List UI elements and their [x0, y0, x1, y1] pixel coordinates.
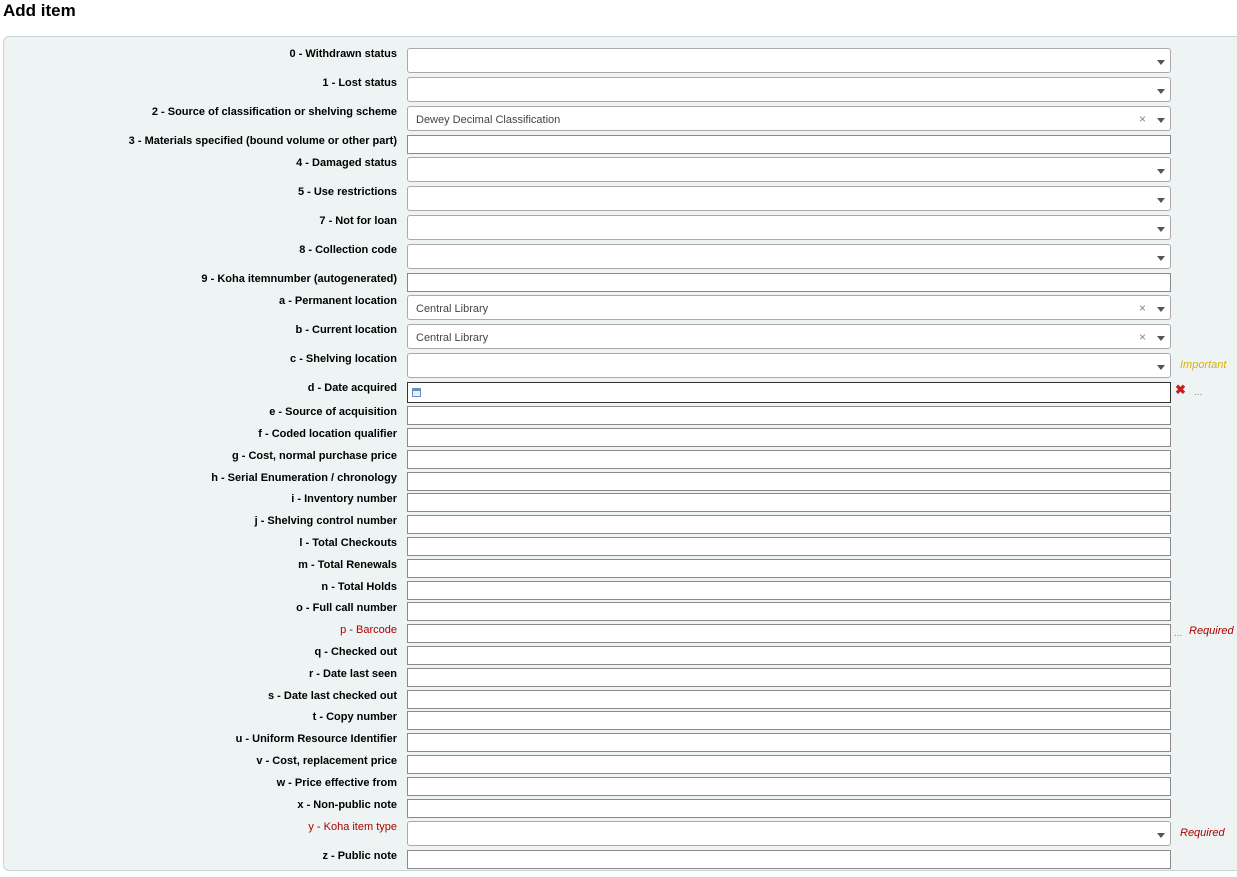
permanent-location-select[interactable]: [407, 295, 1171, 320]
inventory-number-input[interactable]: [407, 493, 1171, 512]
classification-source-select[interactable]: [407, 106, 1171, 131]
coded-location-label: f - Coded location qualifier: [258, 428, 397, 440]
x-icon[interactable]: ✖: [1175, 382, 1186, 397]
nonpublic-note-input[interactable]: [407, 799, 1171, 818]
price-effective-label: w - Price effective from: [276, 777, 397, 789]
replacement-price-label: v - Cost, replacement price: [256, 755, 397, 767]
call-number-label: o - Full call number: [296, 602, 397, 614]
date-last-checked-out-label: s - Date last checked out: [268, 690, 397, 702]
lost-status-label: 1 - Lost status: [322, 77, 397, 89]
chevron-down-icon[interactable]: [1157, 256, 1165, 261]
checked-out-input[interactable]: [407, 646, 1171, 665]
item-type-required-note: Required: [1180, 827, 1225, 839]
date-last-seen-label: r - Date last seen: [308, 668, 397, 680]
date-last-seen-input[interactable]: [407, 668, 1171, 687]
itemnumber-label: 9 - Koha itemnumber (autogenerated): [201, 273, 397, 285]
use-restrictions-label: 5 - Use restrictions: [297, 186, 397, 198]
coded-location-input[interactable]: [407, 428, 1171, 447]
public-note-label: z - Public note: [322, 850, 397, 862]
checked-out-label: q - Checked out: [314, 646, 397, 658]
materials-specified-input[interactable]: [407, 135, 1171, 154]
collection-code-label: 8 - Collection code: [299, 244, 397, 256]
date-acquired-ellipsis[interactable]: ...: [1194, 387, 1203, 398]
clear-icon[interactable]: ×: [1138, 301, 1146, 315]
use-restrictions-select[interactable]: [407, 186, 1171, 211]
uri-input[interactable]: [407, 733, 1171, 752]
classification-source-value: Dewey Decimal Classification: [416, 114, 561, 126]
chevron-down-icon[interactable]: [1157, 833, 1165, 838]
barcode-ellipsis[interactable]: ...: [1174, 628, 1183, 639]
barcode-input[interactable]: [407, 624, 1171, 643]
date-acquired-label: d - Date acquired: [307, 382, 397, 394]
shelving-location-label: c - Shelving location: [290, 353, 397, 365]
chevron-down-icon[interactable]: [1157, 198, 1165, 203]
permanent-location-value: Central Library: [416, 303, 489, 315]
uri-label: u - Uniform Resource Identifier: [235, 733, 397, 745]
total-holds-label: n - Total Holds: [321, 581, 397, 593]
purchase-price-label: g - Cost, normal purchase price: [231, 450, 397, 462]
price-effective-input[interactable]: [407, 777, 1171, 796]
chevron-down-icon[interactable]: [1157, 89, 1165, 94]
barcode-required-note: Required: [1189, 625, 1234, 637]
source-acquisition-input[interactable]: [407, 406, 1171, 425]
shelving-location-select[interactable]: [407, 353, 1171, 378]
current-location-label: b - Current location: [295, 324, 397, 336]
item-type-label: y - Koha item type: [308, 821, 397, 833]
chevron-down-icon[interactable]: [1157, 365, 1165, 370]
withdrawn-status-select[interactable]: [407, 48, 1171, 73]
clear-icon[interactable]: ×: [1138, 112, 1146, 126]
copy-number-label: t - Copy number: [312, 711, 397, 723]
public-note-input[interactable]: [407, 850, 1171, 869]
classification-source-label: 2 - Source of classification or shelving scheme: [151, 106, 397, 118]
lost-status-select[interactable]: [407, 77, 1171, 102]
inventory-number-label: i - Inventory number: [291, 493, 397, 505]
copy-number-input[interactable]: [407, 711, 1171, 730]
damaged-status-label: 4 - Damaged status: [296, 157, 397, 169]
total-renewals-label: m - Total Renewals: [298, 559, 397, 571]
nonpublic-note-label: x - Non-public note: [297, 799, 397, 811]
total-renewals-input[interactable]: [407, 559, 1171, 578]
serial-enumeration-input[interactable]: [407, 472, 1171, 491]
barcode-label: p - Barcode: [340, 624, 397, 636]
chevron-down-icon[interactable]: [1157, 169, 1165, 174]
total-holds-input[interactable]: [407, 581, 1171, 600]
current-location-value: Central Library: [416, 332, 489, 344]
chevron-down-icon[interactable]: [1157, 118, 1165, 123]
chevron-down-icon[interactable]: [1157, 227, 1165, 232]
date-last-checked-out-input[interactable]: [407, 690, 1171, 709]
shelving-control-input[interactable]: [407, 515, 1171, 534]
purchase-price-input[interactable]: [407, 450, 1171, 469]
chevron-down-icon[interactable]: [1157, 307, 1165, 312]
calendar-icon[interactable]: [412, 388, 421, 397]
total-checkouts-label: l - Total Checkouts: [299, 537, 397, 549]
important-note: Important: [1180, 359, 1227, 371]
not-for-loan-select[interactable]: [407, 215, 1171, 240]
not-for-loan-label: 7 - Not for loan: [319, 215, 397, 227]
itemnumber-input[interactable]: [407, 273, 1171, 292]
call-number-input[interactable]: [407, 602, 1171, 621]
page-title: Add item: [3, 1, 76, 20]
collection-code-select[interactable]: [407, 244, 1171, 269]
shelving-control-label: j - Shelving control number: [254, 515, 397, 527]
clear-icon[interactable]: ×: [1138, 330, 1146, 344]
chevron-down-icon[interactable]: [1157, 60, 1165, 65]
total-checkouts-input[interactable]: [407, 537, 1171, 556]
permanent-location-label: a - Permanent location: [279, 295, 397, 307]
current-location-select[interactable]: [407, 324, 1171, 349]
damaged-status-select[interactable]: [407, 157, 1171, 182]
source-acquisition-label: e - Source of acquisition: [269, 406, 397, 418]
withdrawn-status-label: 0 - Withdrawn status: [289, 48, 397, 60]
date-acquired-input[interactable]: [407, 382, 1171, 403]
chevron-down-icon[interactable]: [1157, 336, 1165, 341]
serial-enumeration-label: h - Serial Enumeration / chronology: [211, 472, 397, 484]
materials-specified-label: 3 - Materials specified (bound volume or other part): [128, 135, 397, 147]
replacement-price-input[interactable]: [407, 755, 1171, 774]
item-type-select[interactable]: [407, 821, 1171, 846]
